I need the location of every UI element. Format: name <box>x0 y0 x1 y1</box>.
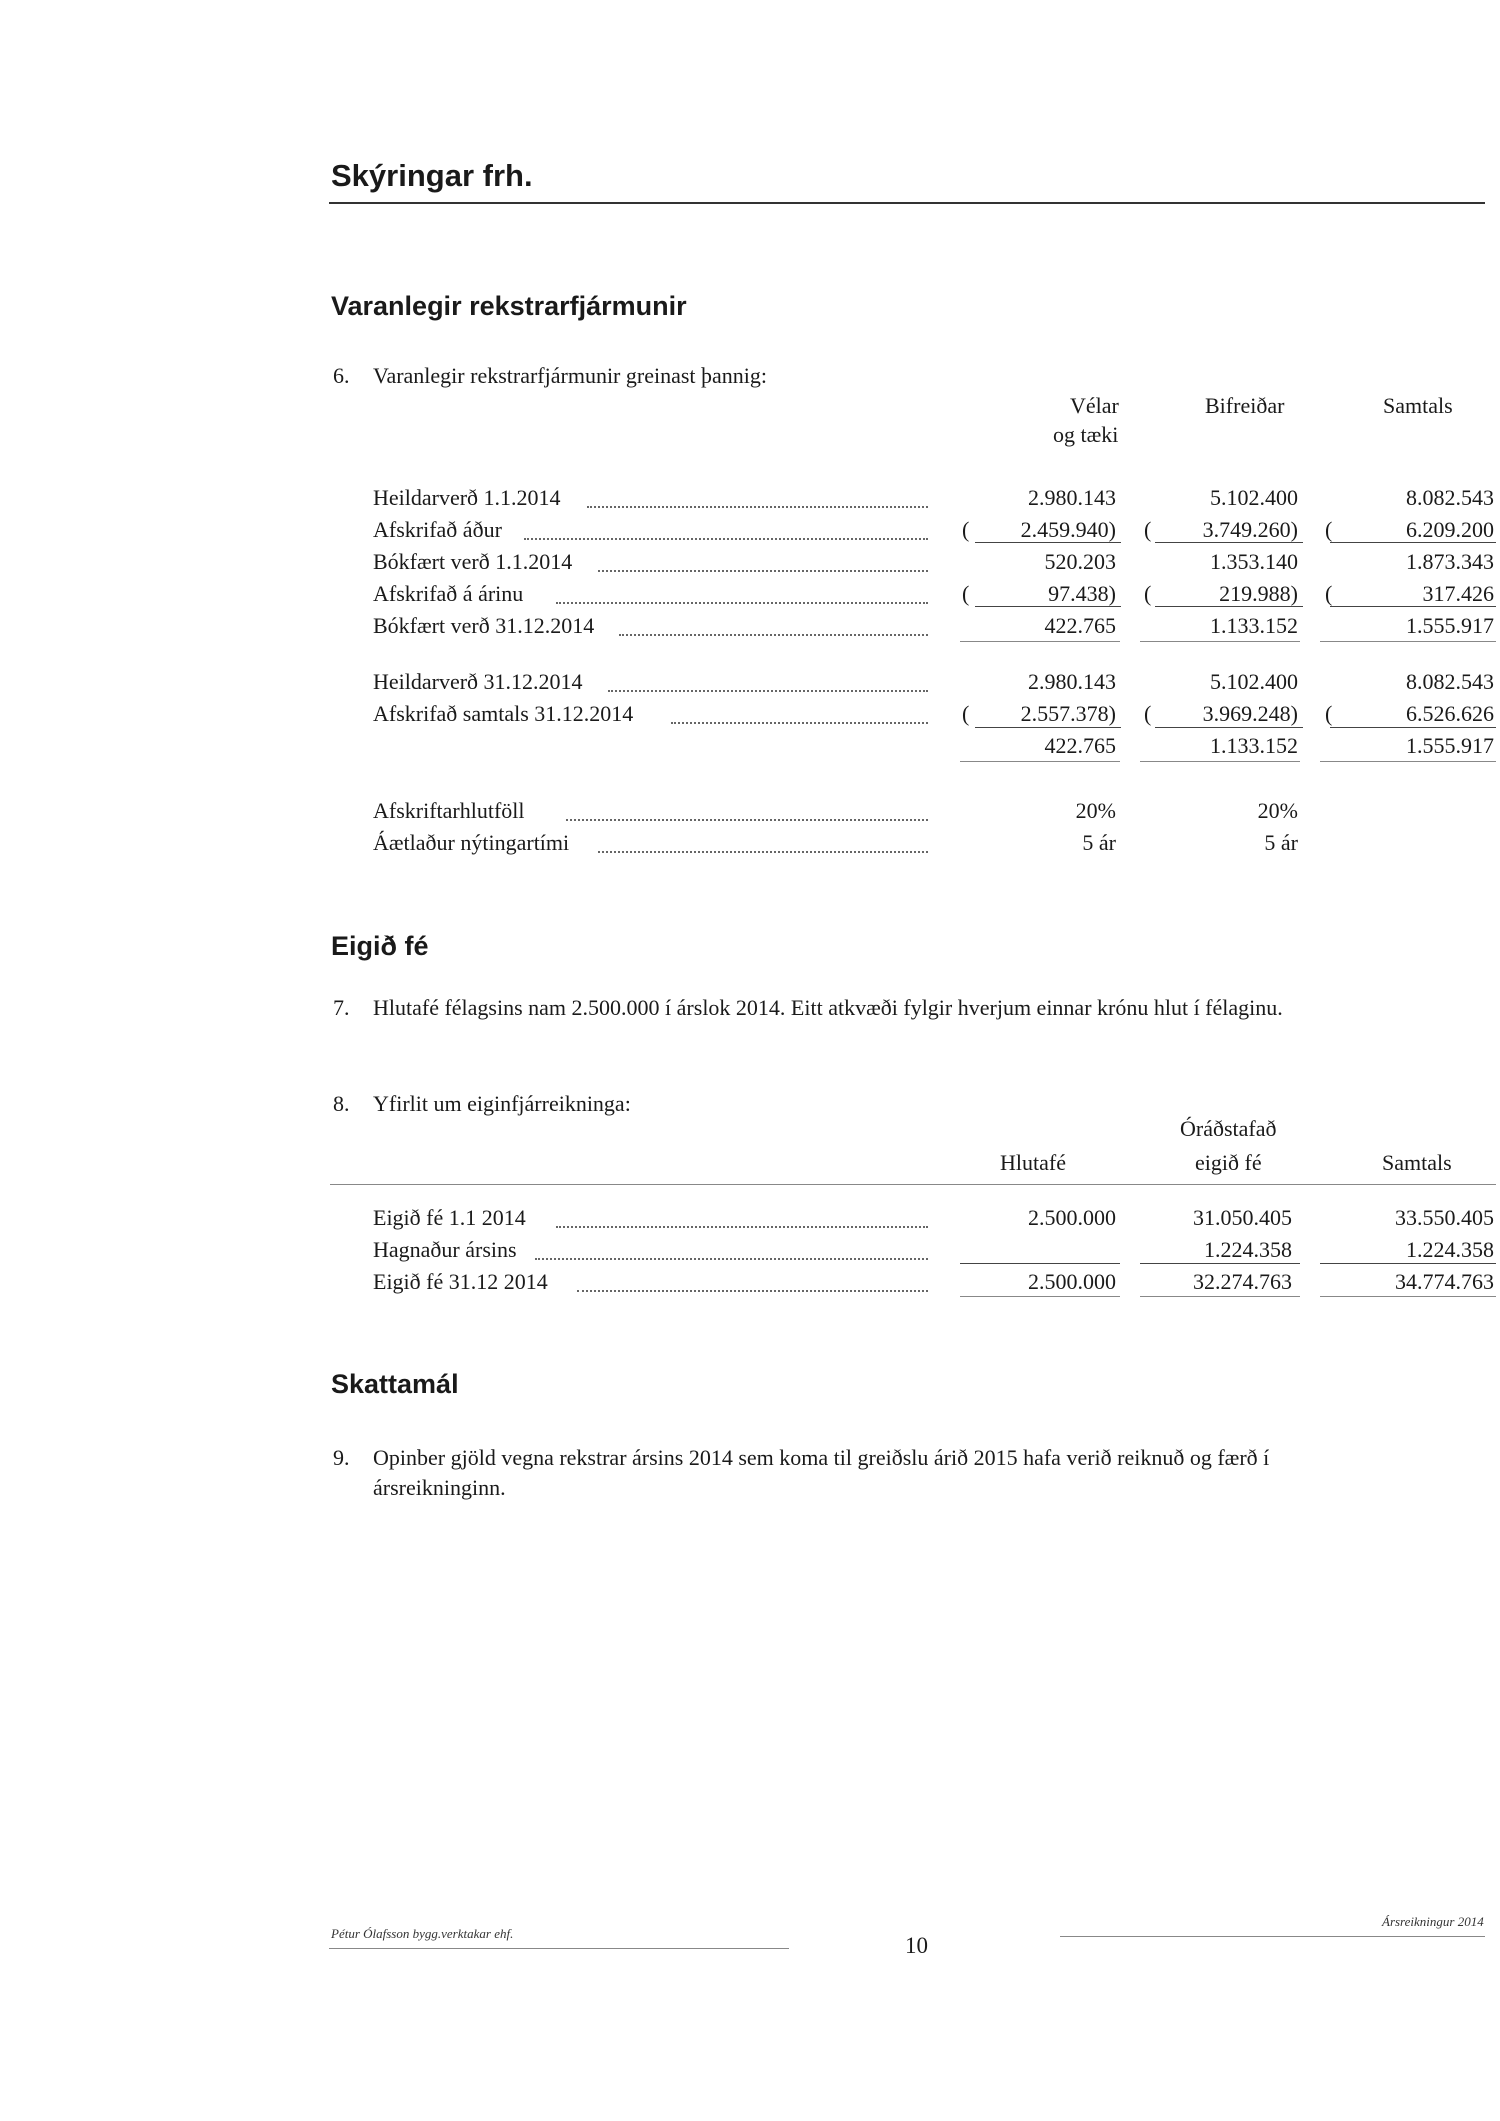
cell-samtals: 33.550.405 <box>1395 1205 1494 1230</box>
underline-rule <box>330 1184 1496 1185</box>
underline-rule <box>1330 606 1496 607</box>
underline-rule <box>960 761 1120 762</box>
underline-rule <box>960 641 1120 642</box>
cell-hlutafe: 2.500.000 <box>1028 1205 1116 1230</box>
underline-rule <box>1320 761 1496 762</box>
cell-bifreidar: 5.102.400 <box>1210 669 1298 694</box>
cell-velar: 2.980.143 <box>1028 669 1116 694</box>
leader-dots <box>566 819 928 821</box>
row-label: Hagnaður ársins <box>373 1237 517 1262</box>
footer-page-number: 10 <box>905 1933 928 1958</box>
cell-samtals: 1.555.917 <box>1406 613 1494 638</box>
note9-line1: Opinber gjöld vegna rekstrar ársins 2014 sem koma til greiðslu árið 2015 hafa verið reiknuð og færð í <box>373 1445 1270 1470</box>
row-label: Afskrifað samtals 31.12.2014 <box>373 701 634 726</box>
underline-rule <box>1140 761 1300 762</box>
row-label: Bókfært verð 31.12.2014 <box>373 613 595 638</box>
leader-dots <box>577 1290 929 1292</box>
open-paren: ( <box>962 701 970 726</box>
leader-dots <box>598 851 929 853</box>
underline-rule <box>1320 641 1496 642</box>
row-label: Afskrifað á árinu <box>373 581 524 606</box>
open-paren: ( <box>1144 517 1152 542</box>
note8-number: 8. <box>333 1091 350 1116</box>
row-label: Áætlaður nýtingartími <box>373 830 570 855</box>
leader-dots <box>556 602 929 604</box>
open-paren: ( <box>1144 701 1152 726</box>
cell-samtals: 1.873.343 <box>1406 549 1494 574</box>
note8-intro: Yfirlit um eiginfjárreikninga: <box>373 1091 631 1116</box>
cell-samtals: 6.209.200 <box>1406 517 1494 542</box>
cell-bifreidar: 20% <box>1257 798 1298 823</box>
cell-samtals: 1.555.917 <box>1406 733 1494 758</box>
row-label: Bókfært verð 1.1.2014 <box>373 549 573 574</box>
section-title-fixed-assets: Varanlegir rekstrarfjármunir <box>331 291 687 321</box>
row-label: Eigið fé 31.12 2014 <box>373 1269 548 1294</box>
note7-text: Hlutafé félagsins nam 2.500.000 í árslok 2014. Eitt atkvæði fylgir hverjum einnar krónu hlut í félaginu. <box>373 995 1283 1020</box>
row-label: Eigið fé 1.1 2014 <box>373 1205 526 1230</box>
cell-samtals: 317.426 <box>1422 581 1494 606</box>
cell-bifreidar: 1.353.140 <box>1210 549 1298 574</box>
leader-dots <box>598 570 929 572</box>
cell-bifreidar: 3.969.248) <box>1202 701 1298 726</box>
underline-rule <box>975 606 1121 607</box>
col-header-samtals: Samtals <box>1383 393 1453 418</box>
cell-velar: 97.438) <box>1048 581 1116 606</box>
leader-dots <box>608 690 928 692</box>
cell-velar: 422.765 <box>1044 613 1116 638</box>
underline-rule <box>1140 1263 1300 1264</box>
cell-bifreidar: 5 ár <box>1264 830 1298 855</box>
underline-rule <box>1320 1296 1496 1297</box>
underline-rule <box>1330 727 1496 728</box>
cell-oradstafad: 31.050.405 <box>1193 1205 1292 1230</box>
leader-dots <box>619 634 929 636</box>
cell-bifreidar: 1.133.152 <box>1210 613 1298 638</box>
leader-dots <box>587 506 928 508</box>
note7-number: 7. <box>333 995 350 1020</box>
cell-velar: 2.459.940) <box>1020 517 1116 542</box>
cell-velar: 5 ár <box>1082 830 1116 855</box>
underline-rule <box>975 542 1121 543</box>
cell-bifreidar: 3.749.260) <box>1202 517 1298 542</box>
cell-samtals: 8.082.543 <box>1406 485 1494 510</box>
col-header-hlutafe: Hlutafé <box>1000 1150 1066 1175</box>
cell-velar: 422.765 <box>1044 733 1116 758</box>
note-number: 6. <box>333 363 350 388</box>
row-label: Heildarverð 1.1.2014 <box>373 485 561 510</box>
cell-oradstafad: 32.274.763 <box>1193 1269 1292 1294</box>
cell-samtals: 34.774.763 <box>1395 1269 1494 1294</box>
section-title-equity: Eigið fé <box>331 931 429 961</box>
cell-bifreidar: 5.102.400 <box>1210 485 1298 510</box>
underline-rule <box>960 1263 1120 1264</box>
row-label: Heildarverð 31.12.2014 <box>373 669 583 694</box>
underline-rule <box>1140 641 1300 642</box>
footer-company: Pétur Ólafsson bygg.verktakar ehf. <box>331 1926 514 1941</box>
cell-velar: 20% <box>1075 798 1116 823</box>
cell-samtals: 6.526.626 <box>1406 701 1494 726</box>
note-intro: Varanlegir rekstrarfjármunir greinast þannig: <box>373 363 768 388</box>
page-title: Skýringar frh. <box>331 158 533 193</box>
header-rule <box>329 202 1485 204</box>
cell-samtals: 1.224.358 <box>1406 1237 1494 1262</box>
underline-rule <box>1155 727 1303 728</box>
leader-dots <box>556 1226 929 1228</box>
cell-samtals: 8.082.543 <box>1406 669 1494 694</box>
col-header-oradstafad-2: eigið fé <box>1195 1150 1262 1175</box>
underline-rule <box>960 1296 1120 1297</box>
cell-bifreidar: 219.988) <box>1219 581 1298 606</box>
cell-hlutafe: 2.500.000 <box>1028 1269 1116 1294</box>
cell-velar: 2.980.143 <box>1028 485 1116 510</box>
open-paren: ( <box>1144 581 1152 606</box>
col-header-oradstafad: Óráðstafað <box>1180 1116 1277 1141</box>
footer-rule-right <box>1060 1936 1485 1937</box>
row-label: Afskrifað áður <box>373 517 502 542</box>
open-paren: ( <box>962 581 970 606</box>
note9-line2: ársreikninginn. <box>373 1475 506 1500</box>
cell-oradstafad: 1.224.358 <box>1204 1237 1292 1262</box>
col-header-velar: Vélar <box>1070 393 1119 418</box>
underline-rule <box>1155 606 1303 607</box>
leader-dots <box>671 722 928 724</box>
leader-dots <box>535 1258 929 1260</box>
underline-rule <box>1320 1263 1496 1264</box>
cell-bifreidar: 1.133.152 <box>1210 733 1298 758</box>
col-header-samtals-equity: Samtals <box>1382 1150 1452 1175</box>
cell-velar: 2.557.378) <box>1020 701 1116 726</box>
leader-dots <box>524 538 928 540</box>
open-paren: ( <box>1325 701 1333 726</box>
open-paren: ( <box>962 517 970 542</box>
section-title-tax: Skattamál <box>331 1369 459 1399</box>
footer-rule-left <box>329 1948 789 1949</box>
cell-velar: 520.203 <box>1044 549 1116 574</box>
footer-report: Ársreikningur 2014 <box>1382 1914 1484 1929</box>
col-header-bifreidar: Bifreiðar <box>1205 393 1285 418</box>
open-paren: ( <box>1325 581 1333 606</box>
col-header-velar-2: og tæki <box>1053 422 1119 447</box>
open-paren: ( <box>1325 517 1333 542</box>
row-label: Afskriftarhlutföll <box>373 798 525 823</box>
note9-number: 9. <box>333 1445 350 1470</box>
underline-rule <box>975 727 1121 728</box>
underline-rule <box>1330 542 1496 543</box>
underline-rule <box>1140 1296 1300 1297</box>
underline-rule <box>1155 542 1303 543</box>
